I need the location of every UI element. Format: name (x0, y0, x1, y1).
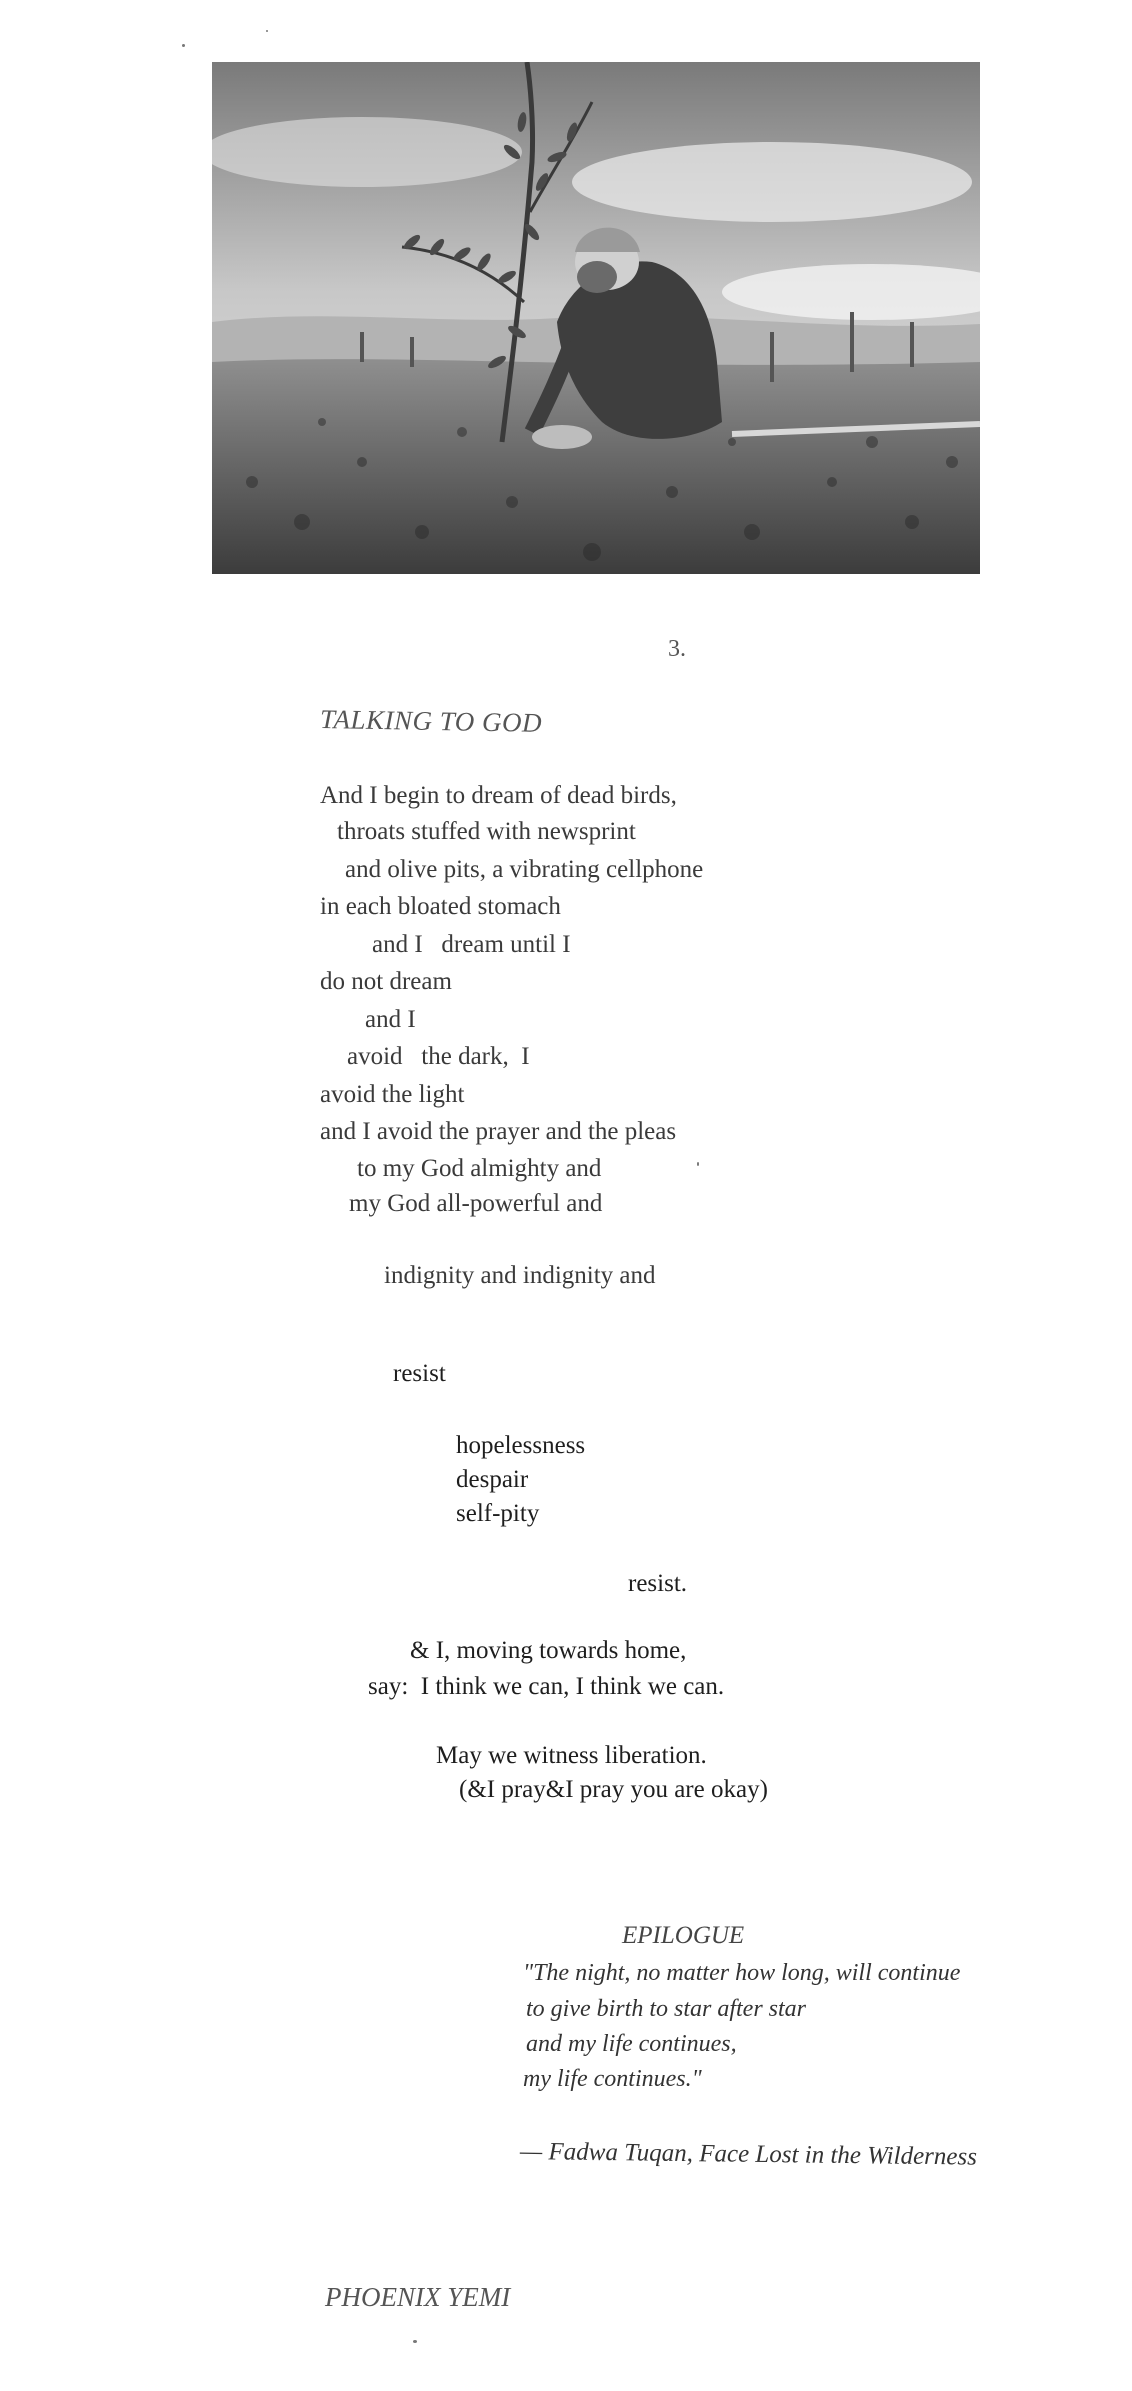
poem-line: resist. (628, 1570, 688, 1597)
poem-line: (&I pray&I pray you are okay) (459, 1776, 768, 1803)
poem-line: and I dream until I (372, 931, 571, 958)
poem-line: despair (456, 1466, 529, 1493)
author-name: PHOENIX YEMI (325, 2282, 511, 2312)
poem-line: and I avoid the prayer and the pleas (320, 1118, 677, 1145)
poem-line: resist (393, 1360, 446, 1387)
poem-line: to my God almighty and (357, 1155, 602, 1182)
epilogue-line: "The night, no matter how long, will continue (523, 1960, 961, 1986)
epilogue-title: EPILOGUE (622, 1922, 745, 1949)
poem-line: avoid the dark, I (347, 1043, 530, 1070)
epilogue-line: to give birth to star after star (526, 1996, 807, 2022)
poem-line: in each bloated stomach (320, 893, 561, 920)
epilogue-attribution: — Fadwa Tuqan, Face Lost in the Wilderness (519, 2138, 978, 2171)
poem-line: avoid the light (320, 1081, 465, 1108)
photograph-of-man-planting-olive-sapling (212, 62, 980, 574)
poem-line: and I (365, 1006, 416, 1033)
poem-line: and olive pits, a vibrating cellphone (345, 856, 704, 883)
epilogue-line: my life continues." (523, 2066, 702, 2092)
epilogue-line: and my life continues, (526, 2031, 737, 2057)
scan-speck (413, 2340, 417, 2343)
poem-line: hopelessness (456, 1432, 586, 1459)
photo-illustration (212, 62, 980, 574)
poem-line: indignity and indignity and (384, 1262, 656, 1289)
poem-title: TALKING TO GOD (319, 704, 543, 738)
poem-line: May we witness liberation. (436, 1742, 707, 1769)
poem-line: self-pity (456, 1500, 540, 1527)
scan-speck (697, 1162, 699, 1166)
scan-speck (182, 44, 185, 47)
poem-line: do not dream (320, 968, 452, 995)
poem-line: And I begin to dream of dead birds, (320, 782, 677, 809)
poem-line: throats stuffed with newsprint (337, 818, 636, 845)
poem-line: say: I think we can, I think we can. (368, 1673, 725, 1700)
poem-line: my God all-powerful and (349, 1190, 603, 1217)
section-number: 3. (668, 636, 686, 662)
poem-line: & I, moving towards home, (410, 1637, 687, 1664)
scan-speck (266, 30, 268, 32)
